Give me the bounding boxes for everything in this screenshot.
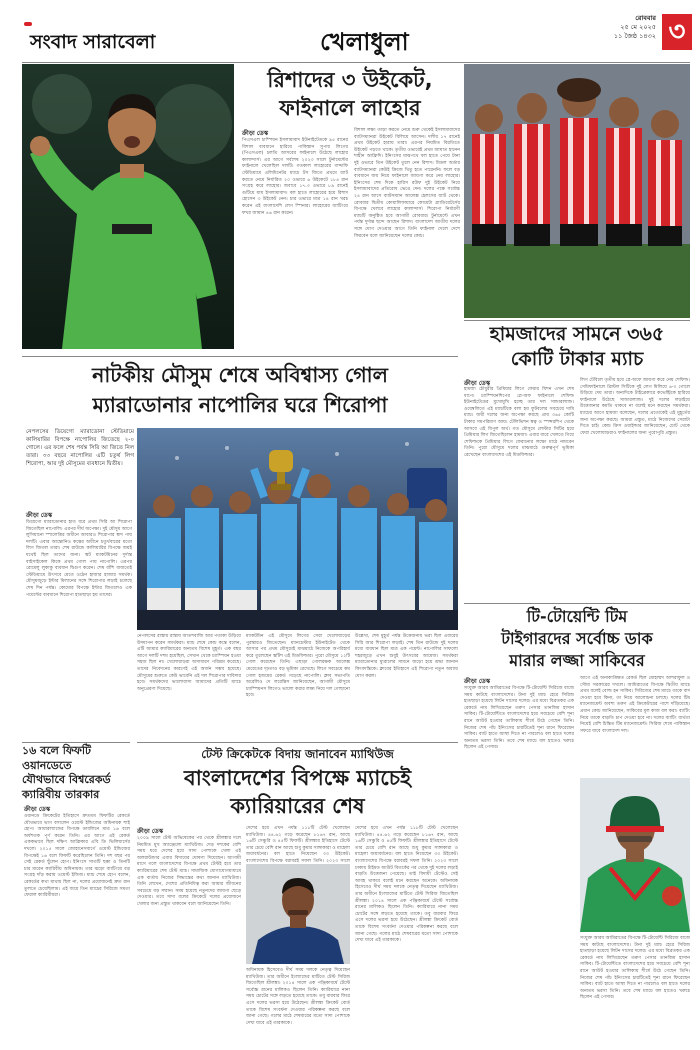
story1-body-col2	[354, 128, 460, 352]
tanzim-photo-image	[580, 778, 690, 932]
story4-headline	[464, 606, 690, 672]
story1-body-col1: পিএসএল চাম্পিয়ন ইসলামাবাদ ইউনাইটেডকে ৯৫ রানের বিশাল ব্যবধানে হারিয়ে পাকিস্তান সুপার লিগের (পিএসএল) চলতি আসরের ফাইনালে উঠেছে লাহোর কালান্দার্স। এর আগে সর্বশেষ ২০২৩ সালে টুর্নামেন্টের ফাইনালে খেলেছিল দলটি। গতকাল লাহোরের গাদ্দাফি স্টেডিয়ামে এলিমিনেটর ম্যাচে টস জিতে প্রথমে ব্যাট করতে নেমে নির্ধারিত ২০ ওভারে ৬ উইকেটে ১৮৪ রান সংগ্রহ করে লাহোর। জবাবে ১৭.৩ ওভারে ৮৯ রানেই গুটিয়ে যায় ইসলামাবাদ। বল হাতে লাহোরের হয়ে রিশাদ হোসেন ৩ উইকেট নেন। চার ওভারে মাত্র ১৪ রান খরচ করেন এই বাংলাদেশি লেগ স্পিনার। লাহোরের ব্যাটিংয়ে ফখর জামান ৪৬ রান করেন।	[242, 138, 348, 216]
story3-headline-line1: নাটকীয় মৌসুম শেষে অবিশ্বাস্য গোল	[92, 363, 388, 387]
story2-headline-line1: হামজাদের সামনে ৩৬৫	[489, 323, 665, 345]
byline: ক্রীড়া ডেস্ক	[242, 130, 269, 137]
weekday: রোববার	[635, 14, 656, 22]
byline: ক্রীড়া ডেস্ক	[137, 828, 164, 835]
story3-body-col1: ডিয়েগো ম্যারাডোনার হাত ধরে প্রথম সিরি আ শিরোপা জিতেছিল নাপোলি। এরপর দীর্ঘ অপেক্ষা। দুই মৌসুম আগে লুসিয়ানো স্পালেত্তির অধীনে আবারও শিরোপার স্বাদ পায় দলটি। এবার আন্তোনিও কন্তের অধীনে চতুর্থবারের মতো লিগ জিতল তারা। শেষ রাউন্ডে কালিয়ারির বিপক্ষে জয়ই যথেষ্ট ছিল তাদের জন্য। স্কট ম্যাকটমিনের দুর্দান্ত বাইসাইকেল কিকে প্রথম গোল পায় নাপোলি। এরপর রোমেলু লুকাকু ব্যবধান দ্বিগুণ করেন। শেষ বাঁশি বাজতেই স্টেডিয়ামে উৎসবে মেতে ওঠেন হাজার হাজার সমর্থক। মৌসুমজুড়ে ইন্টার মিলানের সঙ্গে শিরোপার লড়াই চলেছে শেষ দিন পর্যন্ত। কোমোর বিপক্ষে ইন্টার জিতলেও এক পয়েন্টের ব্যবধানে শিরোপা হাতছাড়া হয় তাদের।	[26, 520, 132, 598]
napoli-trophy-photo	[137, 428, 458, 630]
story6-top-divider	[137, 742, 458, 743]
story4-body-continued: সংযুক্ত আরব আমিরাতের বিপক্ষে টি-টোয়েন্টি সিরিজে বাজে সময় কাটছে বাংলাদেশের। টানা দুই ম্যাচ হেরে সিরিজ হাতছাড়া হয়েছে লিটন দাসের দলের। এর মধ্যে বিব্রতকর এক রেকর্ডে নাম লিখিয়েছেন তরুণ পেসার তানজিম হাসান সাকিব। টি-টোয়েন্টিতে বাংলাদেশের হয়ে সবচেয়ে বেশি শূন্য রানে আউট হওয়ার তালিকায় শীর্ষে উঠে গেছেন তিনি। নিজের শেষ পাঁচ ইনিংসের চারটিতেই শূন্য রানে ফিরেছেন সাকিব। ব্যাট হাতে আস্থা দিতে না পারলেও বল হাতে দলের অন্যতম ভরসা তিনি। তবে শেষ ম্যাচে বল হাতেও খরুচে ছিলেন এই পেসার।	[580, 936, 690, 1001]
story3-body-col2: নেপলসের রাস্তায় রাস্তায় আতশবাজি আর পতাকা উড়িয়ে উদযাপন করেন সমর্থকরা। ম্যাচ শেষে কোচ কন্তে বলেন, এটি আমার ক্যারিয়ারের অন্যতম বিশেষ মুহূর্ত। এক বছর আগে দলটি দশম হয়েছিল, সেখান থেকে চ্যাম্পিয়ন হওয়া সহজ ছিল না। খেলোয়াড়রা অসাধারণ পরিশ্রম করেছে। তাদের নিবেদনের কারণেই এই অর্জন সম্ভব হয়েছে। মৌসুমের শুরুতে কেউ ভাবেনি এই দল শিরোপার দাবিদার হবে। সমর্থকদের ভালোবাসা আমাদের প্রতিটি ম্যাচে অনুপ্রেরণা দিয়েছে।	[137, 634, 241, 692]
date-gregorian: ২৫ মে ২০২৫	[620, 23, 656, 31]
story6-body-para2: দেশের হয়ে এখন পর্যন্ত ১১৮টি টেস্ট খেলেছেন ম্যাথিউজ। ৪৪.৬২ গড়ে করেছেন ৮১৬৭ রান, আছে ১৬টি সেঞ্চুরি ও ৪৫টি ফিফটি। শ্রীলঙ্কার ইতিহাসে টেস্টে তার চেয়ে বেশি রান আছে শুধু কুমার সাঙ্গাকারা ও মাহেলা জয়াবর্ধনের। বল হাতে নিয়েছেন ৩৩ উইকেট। বাংলাদেশের বিপক্ষে বরাবরই সফল তিনি। ২০২৩ সালে ঢাকায় টাইমড আউট বিতর্কের পর থেকে দুই দলের লড়াই বাড়তি উত্তেজনা পেয়েছে। তাই বিদায়ী টেস্টেও সেই আবহ থাকবে বলেই মনে করছেন অনেকে।	[355, 826, 458, 884]
story4-body-col2-bottom	[580, 936, 690, 1040]
story5-headline-line3: যৌথভাবে বিশ্বরেকর্ড	[22, 773, 111, 786]
issue-date	[600, 14, 656, 41]
story5-headline	[22, 744, 132, 802]
byline: ক্রীড়া ডেস্ক	[24, 806, 51, 813]
masthead-divider	[22, 62, 690, 63]
logo-mark-icon	[24, 22, 32, 26]
byline: ক্রীড়া ডেস্ক	[464, 380, 491, 387]
section-title: খেলাধুলা	[320, 28, 409, 56]
byline: ক্রীড়া ডেস্ক	[464, 678, 491, 685]
napoli-photo-image	[137, 428, 458, 630]
story4-headline-line1: টি-টোয়েন্টি টিম	[526, 607, 628, 626]
byline: ক্রীড়া ডেস্ক	[26, 512, 53, 519]
story4-body-col1: সংযুক্ত আরব আমিরাতের বিপক্ষে টি-টোয়েন্টি সিরিজে বাজে সময় কাটছে বাংলাদেশের। টানা দুই ম্যাচ হেরে সিরিজ হাতছাড়া হয়েছে লিটন দাসের দলের। এর মধ্যে বিব্রতকর এক রেকর্ডে নাম লিখিয়েছেন তরুণ পেসার তানজিম হাসান সাকিব। টি-টোয়েন্টিতে বাংলাদেশের হয়ে সবচেয়ে বেশি শূন্য রানে আউট হওয়ার তালিকায় শীর্ষে উঠে গেছেন তিনি। নিজের শেষ পাঁচ ইনিংসের চারটিতেই শূন্য রানে ফিরেছেন সাকিব। ব্যাট হাতে আস্থা দিতে না পারলেও বল হাতে দলের অন্যতম ভরসা তিনি। তবে শেষ ম্যাচে বল হাতেও খরুচে ছিলেন এই পেসার।	[464, 686, 574, 751]
story3-body-col3: ম্যাকটমিন এই মৌসুমে লিগের সেরা খেলোয়াড়ের পুরস্কারও জিতেছেন। ম্যানচেস্টার ইউনাইটেড থেকে আসার পর প্রথম মৌসুমেই মাঝমাঠে নিজেকে অপরিহার্য করে তুলেছেন স্কটিশ এই মিডফিল্ডার। পুরো মৌসুমে ১২টি গোল করেছেন তিনি। এছাড়া গোলরক্ষক আলেক্স মেরেতের দৃঢ়তাও বড় ভূমিকা রেখেছে। লিগে সবচেয়ে কম গোল হজমের রেকর্ড গড়েছে নাপোলি। ক্লাব সভাপতি অরেলিও দে লরেন্তিস জানিয়েছেন, আগামী মৌসুমে চ্যাম্পিয়নস লিগেও ভালো করার লক্ষ্য নিয়ে দল গোছানো হবে।	[246, 634, 350, 699]
story5-headline-line1: ১৬ বলে ফিফটি	[22, 744, 92, 757]
sheffield-players-photo	[464, 64, 690, 318]
story5-top-divider	[22, 742, 130, 743]
mathews-portrait-photo	[246, 864, 350, 964]
sheffield-photo-image	[464, 64, 690, 318]
story6-body-col2-bottom: অধিনায়ক হিসেবেও দীর্ঘ সময় দলকে নেতৃত্ব দিয়েছেন ম্যাথিউজ। তার অধীনে ইংল্যান্ডের মাটিতে টেস্ট সিরিজ জিতেছিল শ্রীলঙ্কা। ২০১৪ সালে এক পঞ্জিকাবর্ষে টেস্টে সর্বোচ্চ রানের মালিকও ছিলেন তিনি। ক্যারিয়ারে নানা সময় চোটের সঙ্গে লড়তে হয়েছে তাকে। তবু বারবার ফিরে এসে দলের ভরসা হয়ে উঠেছেন। শ্রীলঙ্কা ক্রিকেট বোর্ড তাকে বিশেষ সংবর্ধনা দেওয়ার পরিকল্পনা করছে বলে জানা গেছে। গলের মাঠে শেষবারের মতো সাদা পোশাকে দেখা যাবে এই তারকাকে।	[246, 968, 350, 1026]
story4-body-col2-top: আগে এই অনাকাঙ্ক্ষিত রেকর্ড ছিল মোহাম্মদ আশরাফুল ও সৌম্য সরকারের দখলে। আমিরাতের বিপক্ষে দ্বিতীয় ম্যাচে প্রথম বলেই বোল্ড হন সাকিব। সিরিজের শেষ ম্যাচে তাকে বাদ দেওয়া হবে কিনা, তা নিয়ে আলোচনা চলছে। দলের টিম ম্যানেজমেন্ট অবশ্য তরুণ এই ক্রিকেটারের পাশে দাঁড়িয়েছে। প্রধান কোচ জানিয়েছেন, সাকিবের মূল কাজ বল করা। ব্যাটিং নিয়ে তাকে বাড়তি চাপ দেওয়া হবে না। দলের ব্যাটিং ব্যর্থতা নিয়েই বেশি চিন্তিত টিম ম্যানেজমেন্ট। সিরিজ শেষে পাকিস্তান সফরে যাবে বাংলাদেশ দল।	[580, 676, 690, 734]
story3-top-divider	[22, 356, 458, 357]
story3-headline-line2: ম্যারাডোনার নাপোলির ঘরে শিরোপা	[92, 393, 388, 417]
story4-top-divider	[464, 603, 690, 604]
story6-body-para3: অধিনায়ক হিসেবেও দীর্ঘ সময় দলকে নেতৃত্ব দিয়েছেন ম্যাথিউজ। তার অধীনে ইংল্যান্ডের মাটিতে টেস্ট সিরিজ জিতেছিল শ্রীলঙ্কা। ২০১৪ সালে এক পঞ্জিকাবর্ষে টেস্টে সর্বোচ্চ রানের মালিকও ছিলেন তিনি। ক্যারিয়ারে নানা সময় চোটের সঙ্গে লড়তে হয়েছে তাকে। তবু বারবার ফিরে এসে দলের ভরসা হয়ে উঠেছেন। শ্রীলঙ্কা ক্রিকেট বোর্ড তাকে বিশেষ সংবর্ধনা দেওয়ার পরিকল্পনা করছে বলে জানা গেছে। গলের মাঠে শেষবারের মতো সাদা পোশাকে দেখা যাবে এই তারকাকে।	[355, 878, 458, 944]
story5-headline-line2: ওয়ানডেতে	[22, 758, 72, 772]
story1-headline	[240, 66, 460, 122]
story1-headline-line2: ফাইনালে লাহোর	[279, 96, 421, 120]
date-bangla: ১১ জৈষ্ঠ ১৪৩২	[613, 32, 656, 40]
page-number-badge: ৩	[662, 14, 692, 50]
story1-body-para2: বিশাল লক্ষ্য তাড়া করতে নেমে শুরু থেকেই ইসলামাবাদের ব্যাটসম্যানরা উইকেট বিলিয়ে আসেন। দলীয় ১৭ রানেই প্রথম উইকেট হারায় তারা। এরপর নিয়মিত বিরতিতে উইকেট পড়তে থাকে। তৃতীয় ওভারেই প্রথম আঘাত হানেন শাহীন আফ্রিদি। ইনিংসের মাঝপথে বল হাতে পেয়ে টানা দুই ওভারে তিন উইকেট তুলে নেন রিশাদ। মিডল অর্ডার ব্যাটসম্যানরা কেউই ক্রিজে থিতু হতে পারেননি। ফলে বড় ব্যবধানে জয় নিয়ে ফাইনালে জায়গা করে নেয় লাহোর।	[354, 128, 460, 180]
masthead	[0, 0, 700, 64]
story3-deck: নেপলসের ডিয়েগো ম্যারাডোনা স্টেডিয়ামে কালিয়ারির বিপক্ষে নাপোলির জিতেছে ২-০ গোলে। এর ফলে শেষ পর্যন্ত সিরি আ জিতে নিল তারা। ৩৩ বছরে নাপোলির এটি চতুর্থ লিগ শিরোপা, আর দুই মৌসুমের ব্যবধানে দ্বিতীয়।	[26, 429, 134, 467]
story6-body-col3	[355, 826, 458, 1040]
story2-headline	[464, 322, 690, 372]
rishad-photo-image	[22, 64, 234, 349]
story5-body: ওয়ানডে ক্রিকেটের ইতিহাসে দ্রুততম ফিফটির রেকর্ডে যৌথভাবে ভাগ বসালেন ওয়েস্ট ইন্ডিজের অধিনায়ক শাই হোপ। আয়ারল্যান্ডের বিপক্ষে ডাবলিনে মাত্র ১৬ বলে অর্ধশতক পূর্ণ করেন তিনি। এর আগে এই রেকর্ড এককভাবে ছিল দক্ষিণ আফ্রিকার এবি ডি ভিলিয়ার্সের দখলে। ২০১৫ সালে জোহানেসবার্গে ওয়েস্ট ইন্ডিজের বিপক্ষেই ১৬ বলে ফিফটি করেছিলেন তিনি। দশ বছর পর সেই রেকর্ড ছুঁলেন হোপ। ইনিংসে সাতটি ছক্কা ও তিনটি চার মারেন ক্যারিবীয় অধিনায়ক। তার ঝড়ো ব্যাটিংয়ে বড় সংগ্রহ দাঁড় করায় ওয়েস্ট ইন্ডিজ। ম্যাচ শেষে হোপ বলেন, রেকর্ডের কথা মাথায় ছিল না, দলের প্রয়োজনেই দ্রুত রান তুলতে চেয়েছিলাম। এই জয়ে তিন ম্যাচের সিরিজে সমতা ফেরাল ক্যারিবীয়রা।	[24, 814, 130, 899]
tanzim-sakib-photo	[580, 778, 690, 932]
story2-headline-line2: কোটি টাকার ম্যাচ	[510, 348, 644, 370]
trophy-icon	[269, 450, 293, 490]
story6-headline-line2: ক্যারিয়ারের শেষ	[230, 794, 365, 818]
story1-headline-line1: রিশাদের ৩ উইকেট,	[267, 68, 433, 92]
story3-body-col4: উল্লেখ্য, শেষ মুহূর্ত পর্যন্ত উত্তেজনায় ভরা ছিল এবারের সিরি আর শিরোপা লড়াই। শেষ তিন রাউন্ডে দুই দলের মধ্যে ব্যবধান ছিল মাত্র এক পয়েন্ট। নাপোলির সাফল্যে শহরজুড়ে এখন শুধুই উৎসবের আমেজ। সমর্থকরা ম্যারাডোনার ম্যুরালের সামনে জড়ো হয়ে শ্রদ্ধা জানান কিংবদন্তিকে। ক্লাবের ইতিহাসে এই শিরোপা নতুন অধ্যায় যোগ করল।	[355, 634, 458, 679]
story6-headline-line1: বাংলাদেশের বিপক্ষে ম্যাচেই	[184, 766, 411, 790]
story5-headline-line4: ক্যারিবীয় তারকার	[22, 787, 100, 801]
mathews-photo-image	[246, 864, 350, 964]
story6-body-col1: ২০০৯ সালে টেস্ট অভিষেকের পর থেকে শ্রীলঙ্কার দলে নিয়মিত মুখ অ্যাঞ্জেলো ম্যাথিউজ। দেড় দশকের বেশি সময় ধরে দেশের হয়ে সাদা পোশাকে খেলা এই অলরাউন্ডার এবার বিদায়ের ঘোষণা দিয়েছেন। আগামী মাসে গলে বাংলাদেশের বিপক্ষে প্রথম টেস্টই হবে তার ক্যারিয়ারের শেষ টেস্ট ম্যাচ। সামাজিক যোগাযোগমাধ্যমে এক বার্তায় নিজের সিদ্ধান্তের কথা জানান ম্যাথিউজ। তিনি লেখেন, দেশের প্রতিনিধিত্ব করা আমার জীবনের সবচেয়ে বড় সম্মান। সময় হয়েছে নতুনদের জায়গা ছেড়ে দেওয়ার। তবে সাদা বলের ক্রিকেটে দলের প্রয়োজনে খেলার জন্য প্রস্তুত থাকবেন বলে জানিয়েছেন তিনি।	[137, 836, 241, 907]
story6-headline	[137, 764, 458, 820]
story4-headline-line2: টাইগারদের সর্বোচ্চ ডাক	[501, 629, 653, 648]
story6-kicker: টেস্ট ক্রিকেটকে বিদায় জানাবেন ম্যাথিউজ	[201, 747, 394, 761]
story3-headline	[22, 360, 458, 420]
newspaper-logo: সংবাদ সারাবেলা	[30, 31, 156, 53]
story2-body-col1: হামজা চৌধুরীর প্রিমিয়ার লিগে ফেরার মিশন এখন শেষ ধাপে। চ্যাম্পিয়নশিপের প্লে-অফ ফাইনালে শেফিল্ড ইউনাইটেডের মুখোমুখি হচ্ছে তার দল সান্ডারল্যান্ড। ওয়েম্বলিতে এই ম্যাচটিকে বলা হয় ফুটবলের সবচেয়ে দামি ম্যাচ। জয়ী দলের জন্য অপেক্ষা করছে প্রায় ৩৬৫ কোটি টাকার সমপরিমাণ আয়। টেলিভিশন স্বত্ব ও স্পন্সরশিপ থেকে আসবে এই বিপুল অর্থ। গত মৌসুমে লেস্টার সিটির হয়ে প্রিমিয়ার লিগ জিতেছিলেন হামজা। এবার ধারে খেলতে গিয়ে শেফিল্ডকে প্রিমিয়ার লিগে ফেরানোর লক্ষ্যে মাঠে নামবেন তিনি। পুরো মৌসুমে দলের মাঝমাঠে গুরুত্বপূর্ণ ভূমিকা রেখেছেন বাংলাদেশের এই মিডফিল্ডার।	[464, 387, 575, 458]
story6-body-col2-top: দেশের হয়ে এখন পর্যন্ত ১১৮টি টেস্ট খেলেছেন ম্যাথিউজ। ৪৪.৬২ গড়ে করেছেন ৮১৬৭ রান, আছে ১৬টি সেঞ্চুরি ও ৪৫টি ফিফটি। শ্রীলঙ্কার ইতিহাসে টেস্টে তার চেয়ে বেশি রান আছে শুধু কুমার সাঙ্গাকারা ও মাহেলা জয়াবর্ধনের। বল হাতে নিয়েছেন ৩৩ উইকেট। বাংলাদেশের বিপক্ষে বরাবরই সফল তিনি। ২০২৩ সালে	[246, 826, 350, 864]
rishad-celebration-photo	[22, 64, 234, 349]
photo-caption-divider	[464, 320, 690, 321]
story1-body-para3: ইনিংসের শেষ দিকে হারিস রউফ দুই উইকেট নিয়ে ইসলামাবাদের প্রতিরোধ ভেঙে দেন। দলের পক্ষে সর্বোচ্চ ২৪ রান আসে ব্যাটসম্যান আলেক্স হেলসের ব্যাট থেকে। রোববার দ্বিতীয় কোয়ালিফায়ারে কোয়েটা গ্ল্যাডিয়েটর্সের বিপক্ষে খেলবে লাহোর কালান্দার্স। শিরোপা নির্ধারণী ম্যাচটি অনুষ্ঠিত হবে আগামী রোববার। টুর্নামেন্টে এখন পর্যন্ত দুর্দান্ত ছন্দে আছেন রিশাদ। বাংলাদেশ জাতীয় দলের সঙ্গে যোগ দেওয়ার আগে তিনি ফাইনাল খেলে দেশে ফিরবেন বলে জানিয়েছেন দলের কোচ।	[354, 180, 460, 239]
story2-body-col2: লিগ টেবিলে তৃতীয় হয়ে প্লে-অফে জায়গা করে নেয় শেফিল্ড। সেমিফাইনালে ব্রিস্টল সিটিকে দুই লেগ মিলিয়ে ৬-০ গোলে উড়িয়ে দেয় তারা। অন্যদিকে টাইব্রেকারে কভেন্ট্রিকে হারিয়ে ফাইনালে উঠেছে সান্ডারল্যান্ড। দুই দলের লড়াইয়ে উত্তেজনার কমতি থাকবে না বলেই মনে করছেন সমর্থকরা। ম্যাচের আগে হামজা বলেছেন, দলের প্রত্যেকেই এই মুহূর্তের জন্য অপেক্ষা করছে। আমরা প্রস্তুত, মাঠে নিজেদের সেরাটা দিতে চাই। কোচ ক্রিস ওয়াইল্ডার জানিয়েছেন, চোট থেকে ফেরা খেলোয়াড়রাও ফাইনালের জন্য পুরোপুরি প্রস্তুত।	[580, 378, 690, 436]
story4-headline-line3: মারার লজ্জা সাকিবের	[509, 651, 645, 670]
